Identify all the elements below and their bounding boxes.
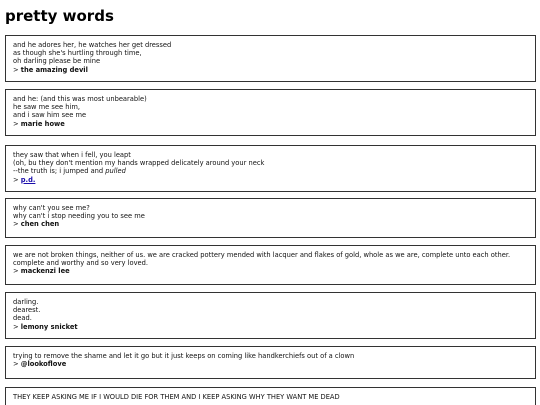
quote-line: darling. — [13, 298, 39, 306]
quote-line: oh darling please be mine — [13, 57, 101, 66]
quote-attribution — [13, 360, 528, 368]
quote-author-link[interactable]: p.d. — [20, 175, 36, 184]
quote-author: the amazing devil — [20, 65, 88, 74]
quote-block — [5, 35, 536, 82]
quote-line: dearest. — [13, 306, 41, 315]
quote-block — [5, 292, 536, 339]
quote-line — [13, 167, 528, 175]
quote-author: chen chen — [20, 220, 60, 229]
quote-line: dead. — [13, 314, 32, 323]
quote-line: why can't you see me? — [13, 204, 90, 212]
quote-line: THEY KEEP ASKING ME IF I WOULD DIE FOR THEM AND I KEEP ASKING WHY THEY WANT ME DEAD — [13, 393, 340, 401]
quote-block — [5, 387, 536, 405]
quote-author: lemony snicket — [20, 322, 78, 331]
quote-line: and he: (and this was most unbearable) — [13, 95, 147, 103]
attribution-marker: > — [13, 175, 19, 184]
quote-line: and he adores her, he watches her get dressed — [13, 41, 172, 49]
quote-attribution — [13, 120, 528, 128]
attribution-marker: > — [13, 119, 19, 128]
quote-author: mackenzi lee — [20, 267, 70, 276]
quote-attribution — [13, 323, 528, 331]
quote-author: marie howe — [20, 119, 65, 128]
quote-attribution — [13, 176, 528, 184]
quote-block — [5, 198, 536, 238]
quote-emphasis: pulled — [105, 167, 126, 176]
quote-line: (oh, bu they don't mention my hands wrapped delicately around your neck — [13, 159, 265, 168]
quote-line-text: --the truth is; i jumped and — [13, 167, 106, 176]
attribution-marker: > — [13, 267, 19, 276]
quote-attribution — [13, 66, 528, 74]
attribution-marker: > — [13, 220, 19, 229]
quote-block — [5, 145, 536, 192]
quote-line: we are not broken things, neither of us. we are cracked pottery mended with lacquer and flakes of gold, whole as we are, complete unto each other. complete and worthy and so very loved. — [13, 251, 511, 268]
attribution-marker: > — [13, 360, 19, 369]
quote-block — [5, 89, 536, 136]
quote-block — [5, 346, 536, 379]
quote-attribution — [13, 267, 528, 275]
quote-attribution — [13, 220, 528, 228]
quote-block — [5, 245, 536, 285]
quote-line: trying to remove the shame and let it go but it just keeps on coming like handkerchiefs out of a clown — [13, 352, 355, 360]
quote-line: as though she's hurtling through time, — [13, 49, 142, 58]
quote-line: why can't i stop needing you to see me — [13, 212, 145, 221]
quote-line: he saw me see him, — [13, 103, 80, 112]
attribution-marker: > — [13, 65, 19, 74]
quote-line: and i saw him see me — [13, 111, 87, 120]
attribution-marker: > — [13, 322, 19, 331]
quote-author: @lookoflove — [20, 360, 67, 369]
page-title: pretty words — [5, 7, 114, 25]
quote-line: they saw that when i fell, you leapt — [13, 151, 131, 159]
